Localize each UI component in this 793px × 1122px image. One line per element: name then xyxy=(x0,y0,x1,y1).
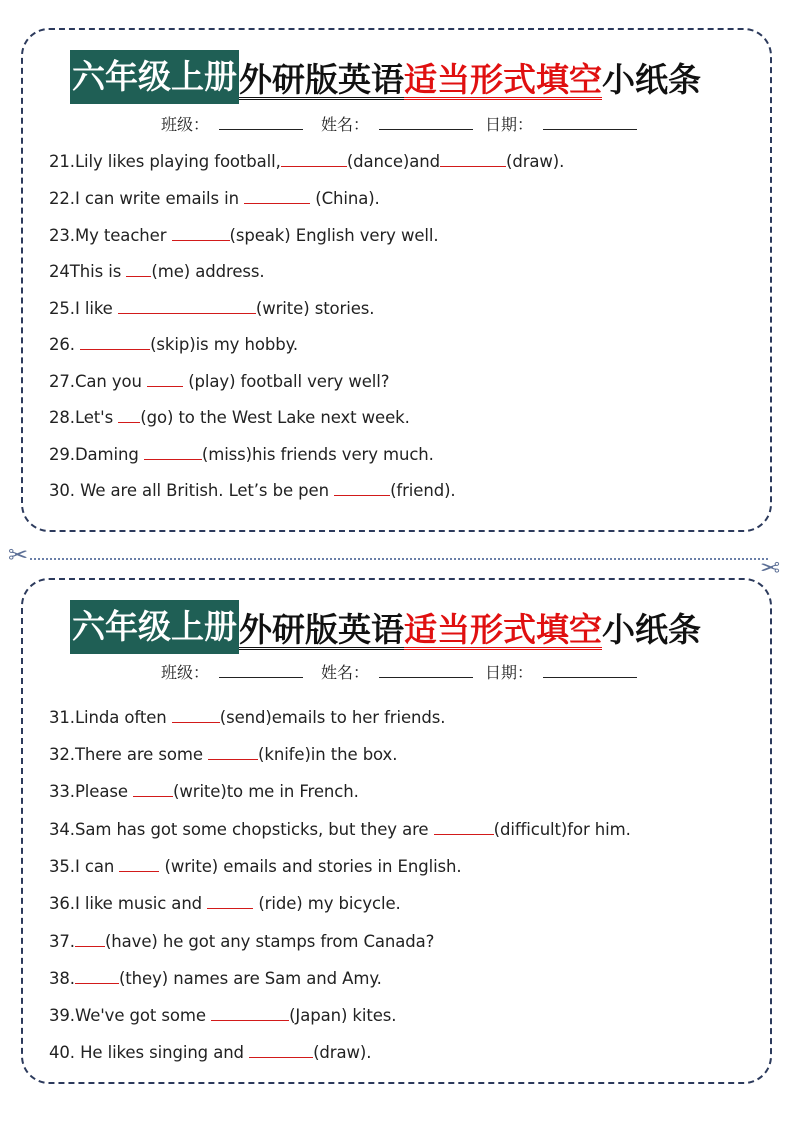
answer-blank[interactable] xyxy=(172,225,230,241)
question-text: (go) to the West Lake next week. xyxy=(140,408,410,427)
question-text: 34.Sam has got some chopsticks, but they are xyxy=(49,820,434,839)
question-text: (they) names are Sam and Amy. xyxy=(118,969,382,988)
answer-blank[interactable] xyxy=(80,334,150,350)
question-text: (friend). xyxy=(390,481,456,500)
question-text: (skip)is my hobby. xyxy=(150,335,299,354)
question-23 xyxy=(49,225,439,245)
name-field[interactable] xyxy=(379,661,473,678)
question-text: 21.Lily likes playing football, xyxy=(49,152,281,171)
answer-blank[interactable] xyxy=(144,444,202,460)
student-info-row xyxy=(161,112,637,135)
question-text: (miss)his friends very much. xyxy=(201,445,434,464)
student-info-row xyxy=(161,660,637,683)
question-27 xyxy=(49,371,389,391)
answer-blank[interactable] xyxy=(118,407,140,423)
question-text: (play) football very well? xyxy=(183,372,390,391)
answer-blank[interactable] xyxy=(133,781,173,797)
answer-blank[interactable] xyxy=(119,856,159,872)
question-29 xyxy=(49,444,434,464)
question-text: 35.I can xyxy=(49,857,120,876)
question-text: 26. xyxy=(49,335,81,354)
class-label: 班级： xyxy=(161,663,210,682)
title-suffix: 小纸条 xyxy=(602,59,701,99)
title-grade: 六年级上册 xyxy=(70,600,239,654)
answer-blank[interactable] xyxy=(118,298,256,314)
question-text: 40. He likes singing and xyxy=(49,1043,250,1062)
title-exercise-type: 适当形式填空 xyxy=(404,609,602,649)
question-text: 33.Please xyxy=(49,782,134,801)
answer-blank[interactable] xyxy=(434,819,494,835)
date-label: 日期： xyxy=(485,663,534,682)
question-text: (write)to me in French. xyxy=(173,782,359,801)
question-text: 25.I like xyxy=(49,299,118,318)
answer-blank[interactable] xyxy=(172,707,220,723)
question-35 xyxy=(49,856,462,876)
question-text: 22.I can write emails in xyxy=(49,189,245,208)
question-39 xyxy=(49,1005,396,1025)
question-text: (write) emails and stories in English. xyxy=(159,857,462,876)
question-text: (dance)and xyxy=(346,152,440,171)
question-32 xyxy=(49,744,397,764)
question-40 xyxy=(49,1042,371,1062)
question-text: 31.Linda often xyxy=(49,708,172,727)
answer-blank[interactable] xyxy=(281,151,347,167)
answer-blank[interactable] xyxy=(440,151,506,167)
question-text: 39.We've got some xyxy=(49,1006,212,1025)
answer-blank[interactable] xyxy=(211,1005,289,1021)
question-text: (China). xyxy=(310,189,380,208)
date-label: 日期： xyxy=(485,115,534,134)
question-36 xyxy=(49,893,401,913)
question-37 xyxy=(49,931,434,951)
question-25 xyxy=(49,298,374,318)
question-31 xyxy=(49,707,445,727)
question-text: (knife)in the box. xyxy=(258,745,398,764)
scissors-icon: ✂ xyxy=(8,541,29,569)
question-text: (difficult)for him. xyxy=(493,820,631,839)
class-field[interactable] xyxy=(219,661,303,678)
question-text: 27.Can you xyxy=(49,372,148,391)
title-grade: 六年级上册 xyxy=(70,50,239,104)
name-field[interactable] xyxy=(379,113,473,130)
question-text: (ride) my bicycle. xyxy=(253,894,401,913)
question-text: 29.Daming xyxy=(49,445,144,464)
question-24 xyxy=(49,261,265,281)
question-text: 37. xyxy=(49,932,75,951)
name-label: 姓名： xyxy=(321,663,370,682)
question-text: (have) he got any stamps from Canada? xyxy=(104,932,435,951)
answer-blank[interactable] xyxy=(147,371,183,387)
question-38 xyxy=(49,968,382,988)
name-label: 姓名： xyxy=(321,115,370,134)
date-field[interactable] xyxy=(543,113,637,130)
worksheet-card-top xyxy=(21,28,772,532)
answer-blank[interactable] xyxy=(208,744,258,760)
answer-blank[interactable] xyxy=(207,893,253,909)
scissors-icon: ✂ xyxy=(760,554,781,582)
class-field[interactable] xyxy=(219,113,303,130)
question-text: 23.My teacher xyxy=(49,226,172,245)
question-26 xyxy=(49,334,298,354)
question-28 xyxy=(49,407,410,427)
question-22 xyxy=(49,188,380,208)
worksheet-title xyxy=(70,50,701,104)
question-33 xyxy=(49,781,359,801)
question-text: 36.I like music and xyxy=(49,894,208,913)
date-field[interactable] xyxy=(543,661,637,678)
question-text: 38. xyxy=(49,969,75,988)
title-suffix: 小纸条 xyxy=(602,609,701,649)
question-text: 24This is xyxy=(49,262,127,281)
title-textbook: 外研版英语 xyxy=(239,59,404,99)
answer-blank[interactable] xyxy=(75,968,119,984)
question-text: (me) address. xyxy=(151,262,265,281)
question-text: (draw). xyxy=(506,152,565,171)
question-21 xyxy=(49,151,564,171)
question-text: 28.Let's xyxy=(49,408,119,427)
title-textbook: 外研版英语 xyxy=(239,609,404,649)
worksheet-card-bottom xyxy=(21,578,772,1084)
question-30 xyxy=(49,480,456,500)
question-text: (draw). xyxy=(313,1043,372,1062)
question-34 xyxy=(49,819,631,839)
question-text: (write) stories. xyxy=(255,299,375,318)
answer-blank[interactable] xyxy=(334,480,390,496)
answer-blank[interactable] xyxy=(249,1042,313,1058)
answer-blank[interactable] xyxy=(244,188,310,204)
question-text: 32.There are some xyxy=(49,745,209,764)
class-label: 班级： xyxy=(161,115,210,134)
answer-blank[interactable] xyxy=(126,261,151,277)
worksheet-title xyxy=(70,600,701,654)
question-text: 30. We are all British. Let’s be pen xyxy=(49,481,335,500)
question-text: (Japan) kites. xyxy=(289,1006,397,1025)
cut-line-divider xyxy=(30,558,768,560)
answer-blank[interactable] xyxy=(75,931,105,947)
question-text: (speak) English very well. xyxy=(229,226,439,245)
question-text: (send)emails to her friends. xyxy=(219,708,446,727)
title-exercise-type: 适当形式填空 xyxy=(404,59,602,99)
